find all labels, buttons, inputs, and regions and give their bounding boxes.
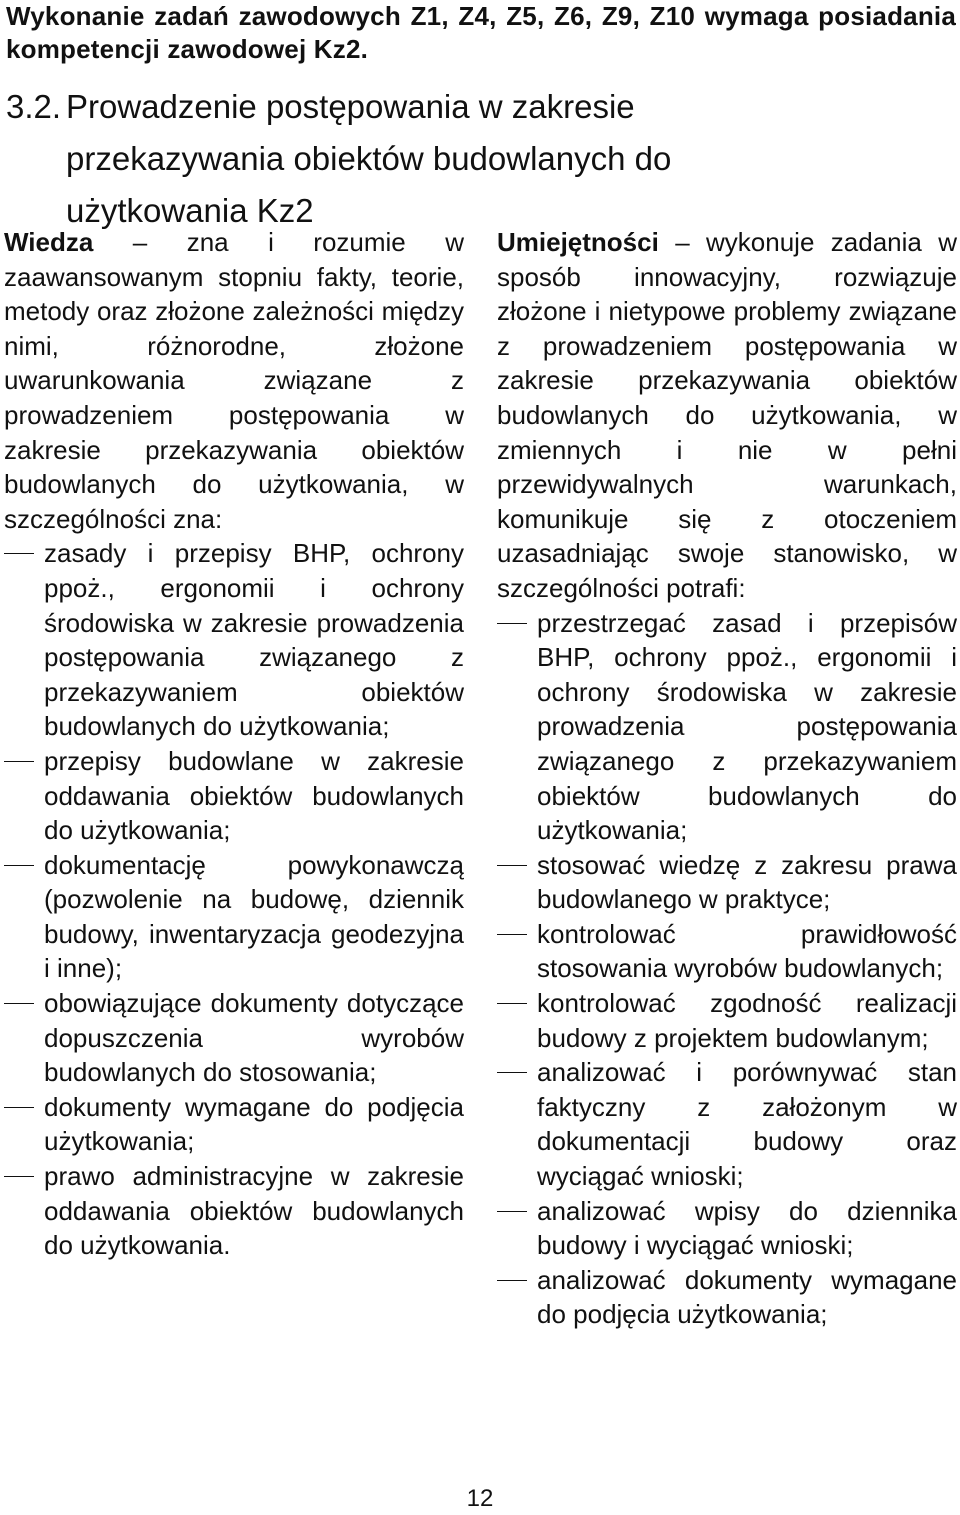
list-item xyxy=(497,917,957,986)
list-item-text: analizować dokumenty wymagane do podjęcia użytkowania; xyxy=(537,1264,957,1330)
list-item xyxy=(4,1090,464,1159)
skills-intro xyxy=(497,225,957,606)
knowledge-intro xyxy=(4,225,464,536)
list-item xyxy=(4,536,464,744)
list-item xyxy=(497,606,957,848)
list-item xyxy=(4,848,464,986)
list-item-text: stosować wiedzę z zakresu prawa budowlanego w praktyce; xyxy=(537,849,957,915)
section-title: Prowadzenie postępowania w zakresie przekazywania obiektów budowlanych do użytkowania Kz2 xyxy=(66,88,672,229)
list-item xyxy=(497,1263,957,1332)
dash-bullet-icon xyxy=(4,1107,34,1108)
dash-bullet-icon xyxy=(4,553,34,554)
dash-bullet-icon xyxy=(4,761,34,762)
skills-column xyxy=(497,225,957,1332)
dash-bullet-icon xyxy=(497,1211,527,1212)
skills-label: Umiejętności xyxy=(497,227,659,257)
skills-list xyxy=(497,606,957,1332)
list-item xyxy=(497,986,957,1055)
dash-bullet-icon xyxy=(4,1003,34,1004)
list-item-text: przestrzegać zasad i przepisów BHP, ochrony ppoż., ergonomii i ochrony środowiska w zakresie prowadzenia postępowania związanego z przekazywaniem obiektów budowlanych do użytkowania; xyxy=(537,607,957,846)
list-item-text: kontrolować prawidłowość stosowania wyrobów budowlanych; xyxy=(537,918,957,984)
dash-bullet-icon xyxy=(497,1072,527,1073)
dash-bullet-icon xyxy=(4,865,34,866)
list-item xyxy=(497,1055,957,1193)
knowledge-label: Wiedza xyxy=(4,227,94,257)
list-item-text: przepisy budowlane w zakresie oddawania obiektów budowlanych do użytkowania; xyxy=(44,745,464,846)
dash-bullet-icon xyxy=(497,865,527,866)
dash-bullet-icon xyxy=(497,623,527,624)
dash-bullet-icon xyxy=(4,1176,34,1177)
list-item-text: dokumentację powykonawczą (pozwolenie na budowę, dziennik budowy, inwentaryzacja geodezyjna i inne); xyxy=(44,849,464,984)
intro-paragraph: Wykonanie zadań zawodowych Z1, Z4, Z5, Z6, Z9, Z10 wymaga posiadania kompetencji zawodowej Kz2. xyxy=(6,1,956,64)
skills-text: – wykonuje zadania w sposób innowacyjny, rozwiązuje złożone i nietypowe problemy związane z prowadzeniem postępowania w zakresie przekazywania obiektów budowlanych do użytkowania, w zmiennych i nie w pełni przewidywalnych warunkach, komunikuje się z otoczeniem uzasadniając swoje stanowisko, w szczególności potrafi: xyxy=(497,227,957,603)
list-item-text: obowiązujące dokumenty dotyczące dopuszczenia wyrobów budowlanych do stosowania; xyxy=(44,988,464,1088)
knowledge-list xyxy=(4,536,464,1262)
dash-bullet-icon xyxy=(497,1003,527,1004)
dash-bullet-icon xyxy=(497,934,527,935)
list-item-text: dokumenty wymagane do podjęcia użytkowania; xyxy=(44,1091,464,1157)
list-item-text: analizować wpisy do dziennika budowy i wyciągać wnioski; xyxy=(537,1195,957,1261)
list-item-text: analizować i porównywać stan faktyczny z założonym w dokumentacji budowy oraz wyciągać wnioski; xyxy=(537,1057,957,1192)
list-item xyxy=(4,1159,464,1263)
section-heading xyxy=(6,81,766,237)
page-number: 12 xyxy=(466,1485,494,1512)
list-item-text: prawo administracyjne w zakresie oddawania obiektów budowlanych do użytkowania. xyxy=(44,1161,464,1261)
list-item xyxy=(497,848,957,917)
list-item xyxy=(4,744,464,848)
list-item xyxy=(497,1194,957,1263)
list-item xyxy=(4,986,464,1090)
knowledge-text: – zna i rozumie w zaawansowanym stopniu fakty, teorie, metody oraz złożone zależności między nimi, różnorodne, złożone uwarunkowania związane z prowadzeniem postępowania w zakresie przekazywania obiektów budowlanych do użytkowania, w szczególności zna: xyxy=(4,227,464,534)
dash-bullet-icon xyxy=(497,1280,527,1281)
list-item-text: kontrolować zgodność realizacji budowy z projektem budowlanym; xyxy=(537,988,957,1053)
list-item-text: zasady i przepisy BHP, ochrony ppoż., ergonomii i ochrony środowiska w zakresie prowadzenia postępowania związanego z przekazywaniem obiektów budowlanych do użytkowania; xyxy=(44,538,464,742)
section-number: 3.2. xyxy=(6,88,62,125)
knowledge-column xyxy=(4,225,464,1263)
